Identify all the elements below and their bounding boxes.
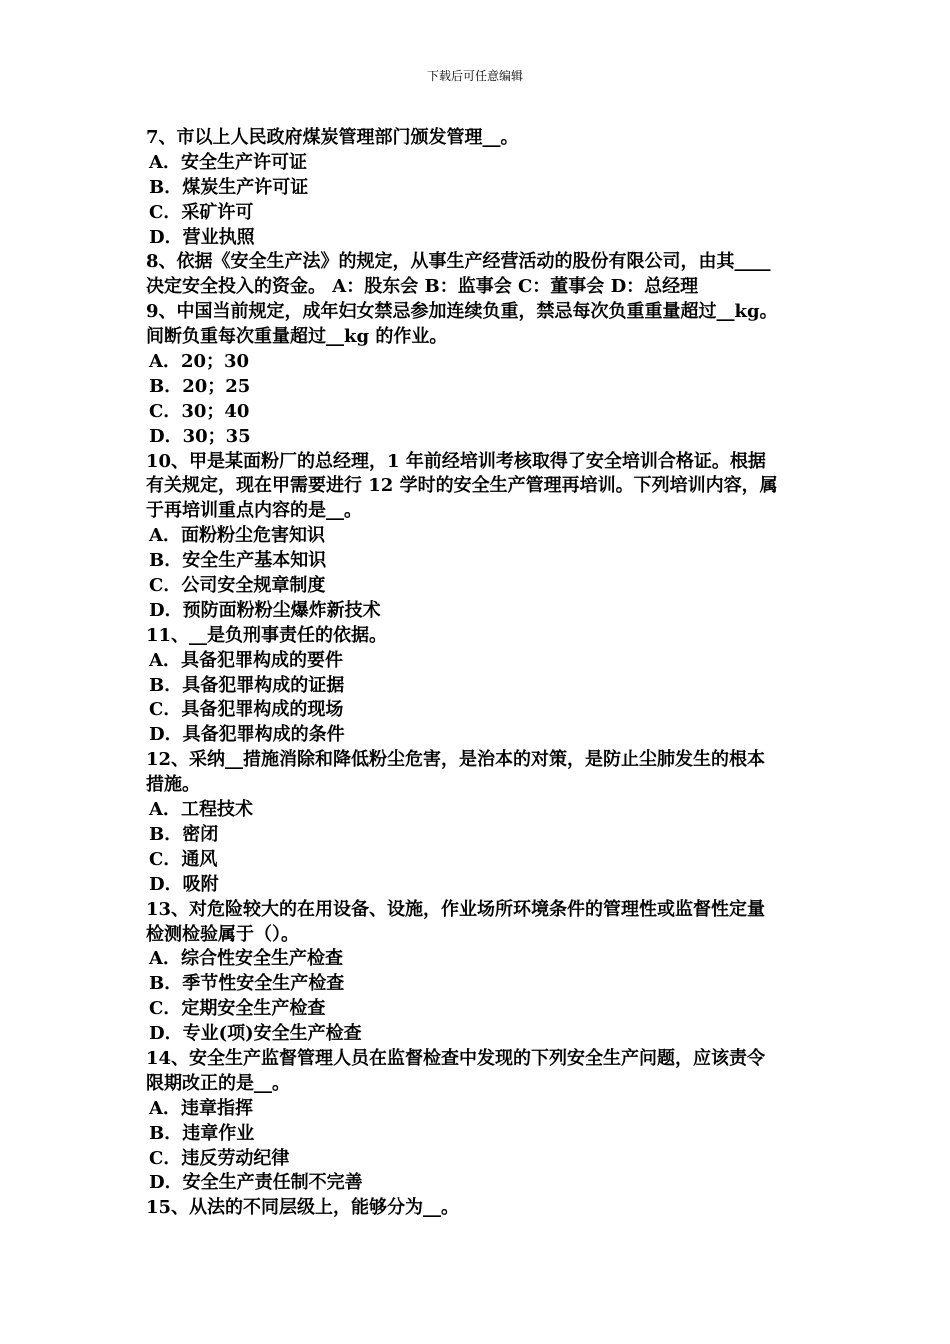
option-line: A．具备犯罪构成的要件 <box>149 649 343 671</box>
option-line: B．安全生产基本知识 <box>149 550 327 572</box>
option-line: A．综合性安全生产检查 <box>149 948 343 970</box>
option-line: B．具备犯罪构成的证据 <box>149 674 345 696</box>
question-line: 间断负重每次重量超过__kg 的作业。 <box>146 326 448 348</box>
option-line: D．专业(项)安全生产检查 <box>149 1023 362 1045</box>
option-line: B．20；25 <box>149 375 251 397</box>
question-line: 15、从法的不同层级上，能够分为__。 <box>146 1197 460 1219</box>
option-line: B．违章作业 <box>149 1122 255 1144</box>
question-line: 限期改正的是__。 <box>146 1072 290 1094</box>
option-line: C．30；40 <box>149 400 250 422</box>
question-line: 检测检验属于（）。 <box>146 923 299 945</box>
option-line: D．吸附 <box>149 873 219 895</box>
option-line: A．工程技术 <box>149 799 253 821</box>
question-line: 12、采纳__措施消除和降低粉尘危害，是治本的对策，是防止尘肺发生的根本 <box>146 749 766 771</box>
option-line: B．密闭 <box>149 823 219 845</box>
question-line: 9、中国当前规定，成年妇女禁忌参加连续负重，禁忌每次负重重量超过__kg。 <box>146 301 778 323</box>
question-line: 8、依据《安全生产法》的规定，从事生产经营活动的股份有限公司，由其____ <box>146 251 771 273</box>
option-line: A．20；30 <box>149 351 250 373</box>
option-line: D．营业执照 <box>149 226 255 248</box>
option-line: A．违章指挥 <box>149 1097 253 1119</box>
option-line: C．定期安全生产检查 <box>149 998 326 1020</box>
question-line: 13、对危险较大的在用设备、设施，作业场所环境条件的管理性或监督性定量 <box>146 898 766 920</box>
option-line: A．面粉粉尘危害知识 <box>149 525 325 547</box>
question-line: 14、安全生产监督管理人员在监督检查中发现的下列安全生产问题，应该责令 <box>146 1047 766 1069</box>
option-line: C．采矿许可 <box>149 201 254 223</box>
option-line: D．具备犯罪构成的条件 <box>149 724 345 746</box>
question-line: 有关规定，现在甲需要进行 12 学时的安全生产管理再培训。下列培训内容，属 <box>146 475 778 497</box>
option-line: D．预防面粉粉尘爆炸新技术 <box>149 599 381 621</box>
option-line: B．季节性安全生产检查 <box>149 973 345 995</box>
option-line: B．煤炭生产许可证 <box>149 176 309 198</box>
question-line: 11、__是负刑事责任的依据。 <box>146 624 388 646</box>
option-line: D．30；35 <box>149 425 251 447</box>
page-header: 下载后可任意编辑 <box>426 69 523 83</box>
question-line: 措施。 <box>146 774 200 796</box>
option-line: C．通风 <box>149 848 218 870</box>
question-line: 决定安全投入的资金。 A：股东会 B：监事会 C：董事会 D：总经理 <box>146 276 699 298</box>
document-body <box>146 126 808 1221</box>
question-line: 于再培训重点内容的是__。 <box>146 500 362 522</box>
option-line: C．违反劳动纪律 <box>149 1147 290 1169</box>
option-line: A．安全生产许可证 <box>149 151 307 173</box>
option-line: D．安全生产责任制不完善 <box>149 1172 363 1194</box>
question-line: 10、甲是某面粉厂的总经理，1 年前经培训考核取得了安全培训合格证。根据 <box>146 450 766 472</box>
option-line: C．公司安全规章制度 <box>149 575 326 597</box>
option-line: C．具备犯罪构成的现场 <box>149 699 344 721</box>
question-line: 7、市以上人民政府煤炭管理部门颁发管理__。 <box>146 127 519 148</box>
